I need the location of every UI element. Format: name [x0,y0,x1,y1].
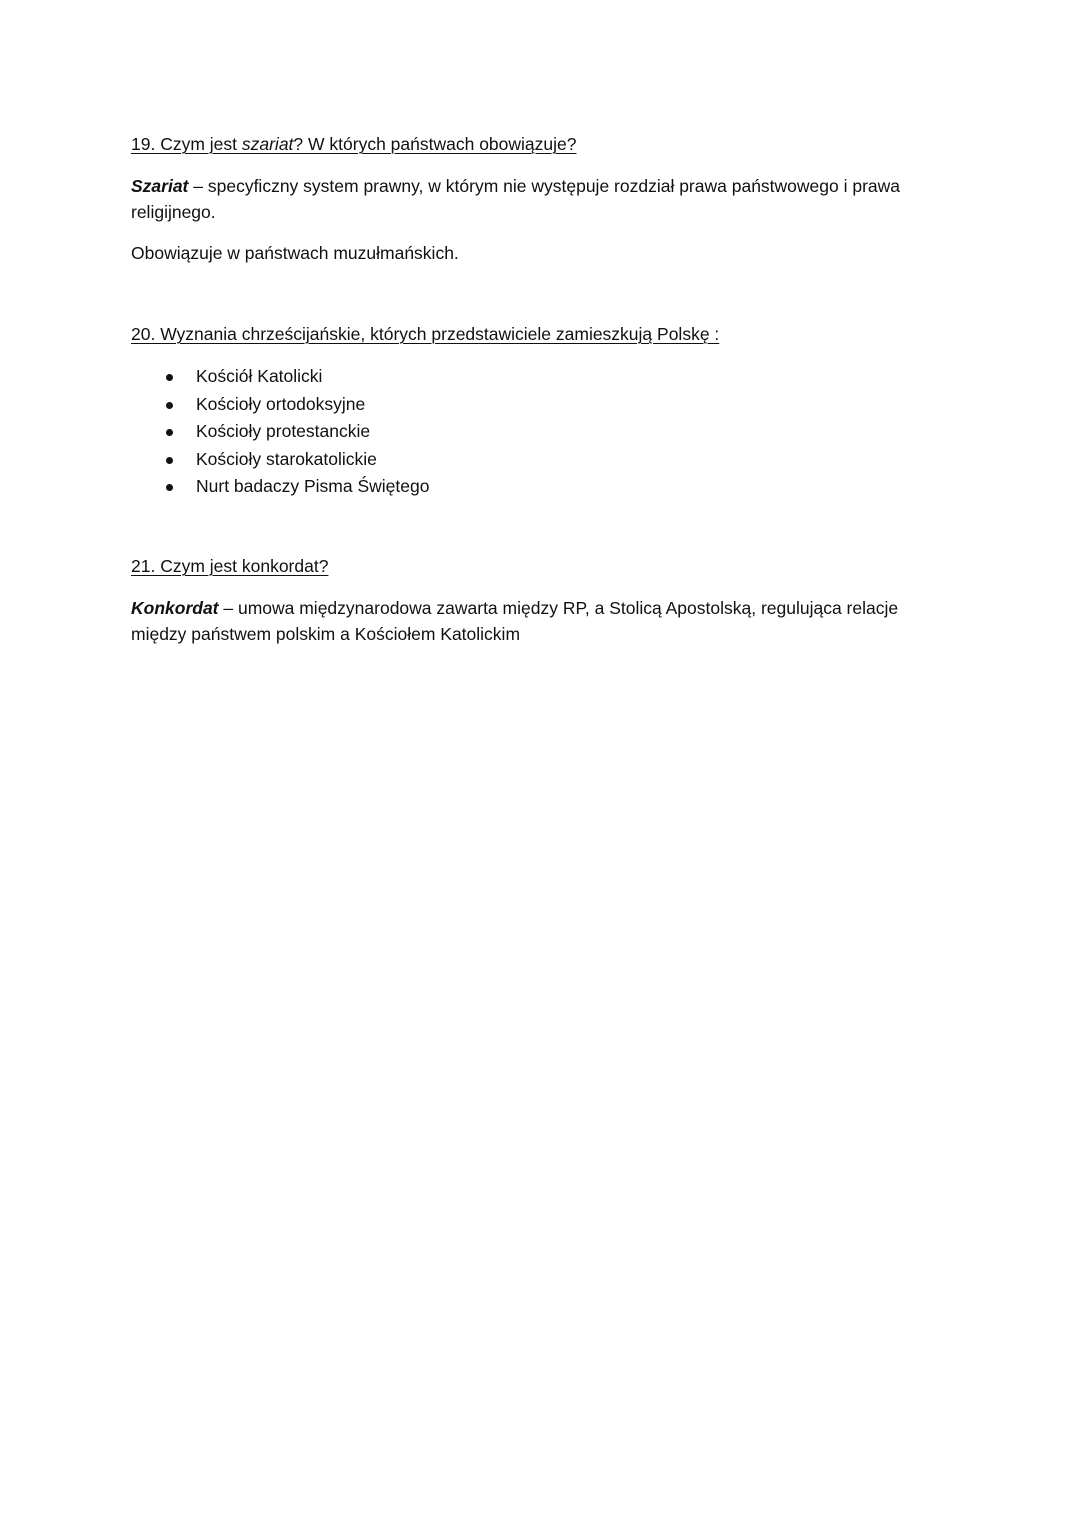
list-item [131,473,951,501]
list-item-label: Nurt badaczy Pisma Świętego [196,476,430,496]
bullet-icon [166,457,173,464]
question-21-heading: 21. Czym jest konkordat? [131,556,329,576]
list-item [131,446,951,474]
question-19-answer: Obowiązuje w państwach muzułmańskich. [131,243,459,263]
question-19-definition-text: – specyficzny system prawny, w którym nie występuje rozdział prawa państwowego i prawa religijnego. [131,176,901,222]
question-20-heading: 20. Wyznania chrześcijańskie, których przedstawiciele zamieszkują Polskę : [131,324,720,344]
question-21-term: Konkordat [131,598,219,618]
question-19-heading-term: szariat [241,134,294,154]
question-21-definition-text: – umowa międzynarodowa zawarta między RP, a Stolicą Apostolską, regulująca relacje między państwem polskim a Kościołem Katolickim [131,598,899,644]
list-item-label: Kościoły protestanckie [196,421,371,441]
question-20-section [131,323,951,501]
list-item-label: Kościoły ortodoksyjne [196,393,366,414]
question-19-heading-prefix: 19. Czym jest [131,134,242,154]
list-item [131,363,951,391]
bullet-icon [166,484,173,491]
question-19-term: Szariat [131,176,189,196]
bullet-icon [166,402,173,409]
question-21-definition [131,595,951,647]
question-19-heading [131,133,951,155]
question-19-definition [131,173,951,225]
list-item [131,418,951,446]
question-19-section [131,133,951,266]
bullet-icon [166,374,173,381]
list-item-label: Kościoły starokatolickie [196,448,377,469]
list-item [131,391,951,419]
question-20-list [131,363,951,501]
question-21-section [131,555,951,647]
bullet-icon [166,429,173,436]
list-item-label: Kościół Katolicki [196,366,323,386]
question-19-heading-suffix: ? W których państwach obowiązuje? [293,134,577,154]
